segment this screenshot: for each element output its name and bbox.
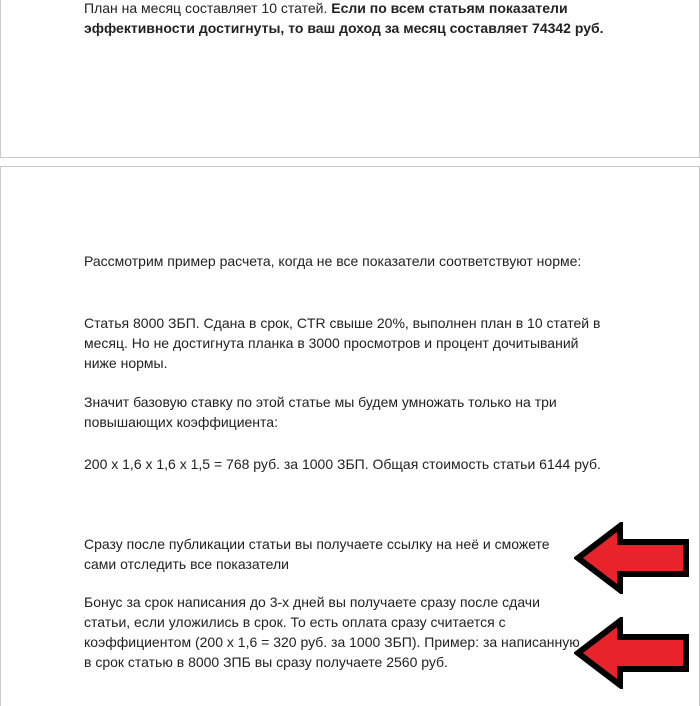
- arrow-shape: [578, 526, 686, 590]
- arrow-shape: [578, 621, 686, 685]
- monthly-plan-text: План на месяц составляет 10 статей.: [84, 0, 332, 16]
- tracking-link-paragraph: Сразу после публикации статьи вы получаете ссылку на неё и сможете сами отследить все показатели: [84, 536, 550, 572]
- document-page-1: [0, 0, 700, 158]
- example-intro-paragraph: Рассмотрим пример расчета, когда не все показатели соответствуют норме:: [84, 253, 582, 269]
- coefficients-paragraph: Значит базовую ставку по этой статье мы будем умножать только на три повышающих коэффициента:: [84, 394, 557, 430]
- left-arrow-icon: [574, 522, 690, 594]
- page-gap: [0, 158, 700, 166]
- monthly-income-bold-text: Если по всем статьям показатели эффективности достигнуты, то ваш доход за месяц составляет 74342 руб.: [84, 0, 604, 36]
- calculation-paragraph: 200 х 1,6 х 1,6 х 1,5 = 768 руб. за 1000 ЗБП. Общая стоимость статьи 6144 руб.: [84, 456, 601, 472]
- left-arrow-icon: [574, 617, 690, 689]
- deadline-bonus-paragraph: Бонус за срок написания до 3-х дней вы получаете сразу после сдачи статьи, если уложились в срок. То есть оплата сразу считается с коэффициентом (200 х 1,6 = 320 руб. за 1000 ЗБП). Пример: за написанную в срок статью в 8000 ЗПБ вы сразу получаете 2560 руб.: [84, 594, 580, 670]
- article-example-paragraph: Статья 8000 ЗБП. Сдана в срок, CTR свыше 20%, выполнен план в 10 статей в месяц. Но не достигнута планка в 3000 просмотров и процент дочитываний ниже нормы.: [84, 315, 601, 371]
- monthly-plan-paragraph: [84, 0, 604, 38]
